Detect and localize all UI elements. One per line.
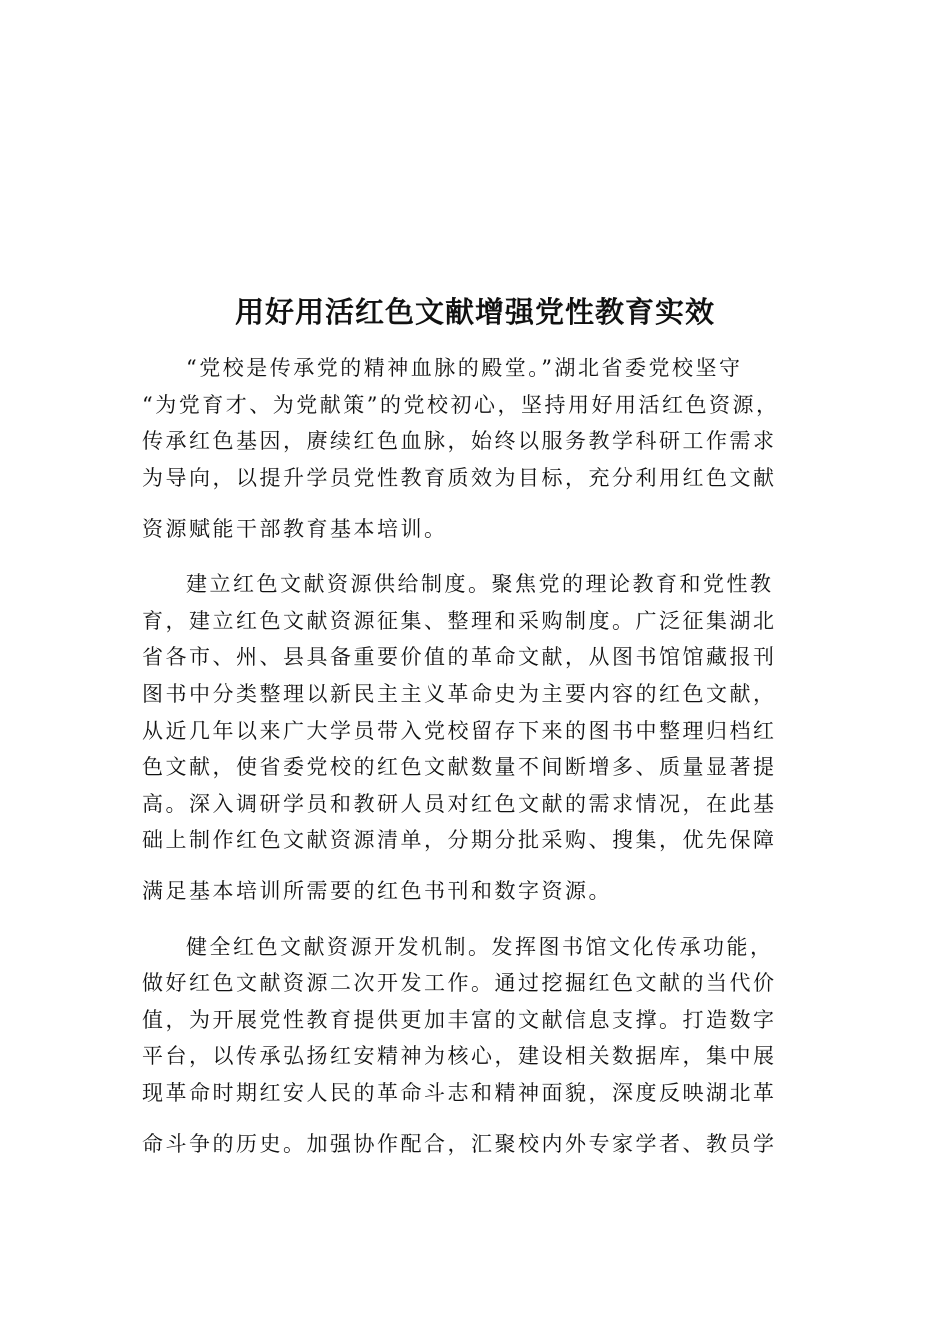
- paragraph-line: 为导向，以提升学员党性教育质效为目标，充分利用红色文献: [142, 466, 777, 490]
- paragraph-line: 资源赋能干部教育基本培训。: [142, 517, 448, 541]
- paragraph-line: 高。深入调研学员和教研人员对红色文献的需求情况，在此基: [142, 792, 777, 816]
- paragraph-line: 础上制作红色文献资源清单，分期分批采购、搜集，优先保障: [142, 828, 777, 852]
- paragraph-line: 育，建立红色文献资源征集、整理和采购制度。广泛征集湖北: [142, 609, 777, 633]
- paragraph-line: 做好红色文献资源二次开发工作。通过挖掘红色文献的当代价: [142, 971, 777, 995]
- paragraph-line: “党校是传承党的精神血脉的殿堂。”湖北省委党校坚守: [186, 356, 743, 380]
- paragraph-line: 健全红色文献资源开发机制。发挥图书馆文化传承功能，: [186, 935, 774, 959]
- paragraph-line: 省各市、州、县具备重要价值的革命文献，从图书馆馆藏报刊: [142, 645, 777, 669]
- paragraph-line: 色文献，使省委党校的红色文献数量不间断增多、质量显著提: [142, 755, 777, 779]
- paragraph-line: 平台，以传承弘扬红安精神为核心，建设相关数据库，集中展: [142, 1044, 777, 1068]
- paragraph-line: 传承红色基因，赓续红色血脉，始终以服务教学科研工作需求: [142, 429, 777, 453]
- paragraph-line: “为党育才、为党献策”的党校初心，坚持用好用活红色资源，: [142, 393, 780, 417]
- paragraph-line: 值，为开展党性教育提供更加丰富的文献信息支撑。打造数字: [142, 1008, 777, 1032]
- document-title: 用好用活红色文献增强党性教育实效: [234, 295, 715, 329]
- paragraph-line: 命斗争的历史。加强协作配合，汇聚校内外专家学者、教员学: [142, 1132, 777, 1156]
- paragraph-line: 满足基本培训所需要的红色书刊和数字资源。: [142, 879, 612, 903]
- paragraph-line: 现革命时期红安人民的革命斗志和精神面貌，深度反映湖北革: [142, 1081, 777, 1105]
- paragraph-line: 图书中分类整理以新民主主义革命史为主要内容的红色文献，: [142, 682, 777, 706]
- paragraph-line: 从近几年以来广大学员带入党校留存下来的图书中整理归档红: [142, 719, 777, 743]
- paragraph-line: 建立红色文献资源供给制度。聚焦党的理论教育和党性教: [186, 572, 774, 596]
